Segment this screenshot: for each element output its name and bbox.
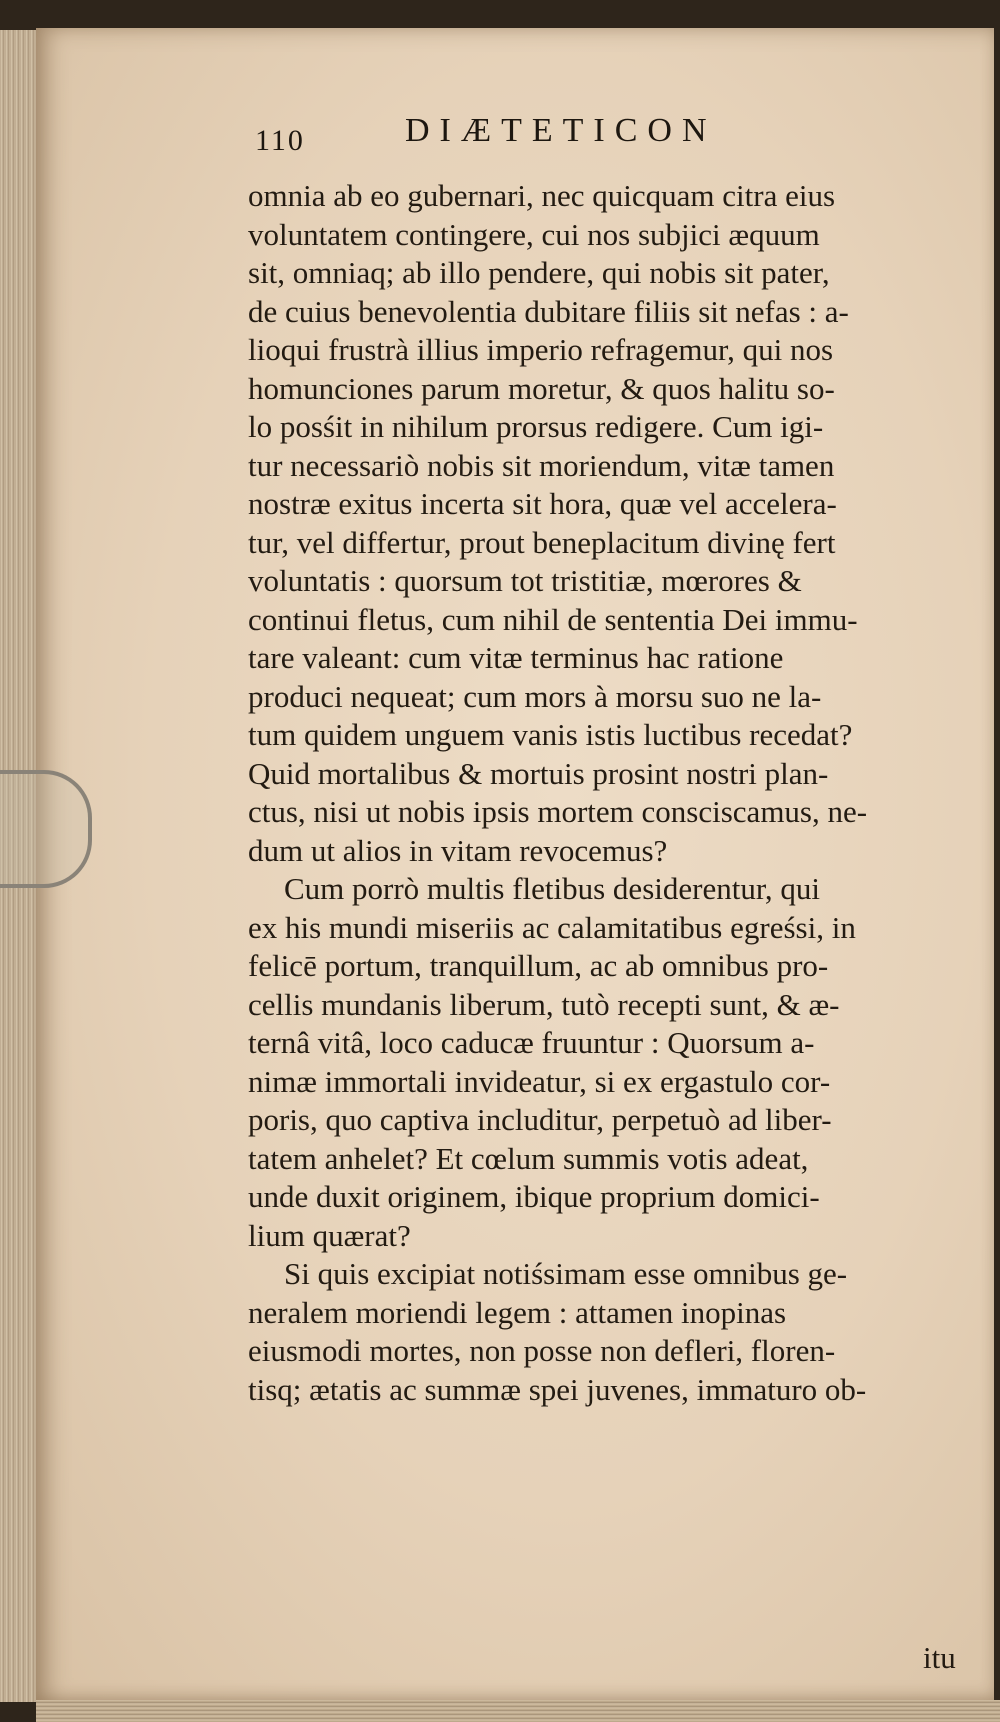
paper-clip-icon bbox=[0, 770, 92, 888]
text-line: Cum porrò multis fletibus desiderentur, qui bbox=[284, 871, 821, 906]
text-line: nimæ immortali invideatur, si ex ergastulo cor- bbox=[248, 1063, 831, 1099]
text-line: continui fletus, cum nihil de sententia Dei immu- bbox=[248, 601, 858, 637]
running-title: DIÆTETICON bbox=[405, 112, 717, 149]
text-line: tisq; ætatis ac summæ spei juvenes, immaturo ob- bbox=[248, 1371, 867, 1407]
text-line: Si quis excipiat notiśsimam esse omnibus ge- bbox=[284, 1256, 848, 1291]
text-line: tare valeant: cum vitæ terminus hac ratione bbox=[248, 640, 784, 675]
text-line: lium quærat? bbox=[248, 1217, 411, 1253]
text-line: voluntatis : quorsum tot tristitiæ, mœrores & bbox=[248, 563, 802, 598]
page-header bbox=[255, 112, 855, 162]
text-line: omnia ab eo gubernari, nec quicquam citra eius bbox=[248, 178, 836, 213]
text-line: de cuius benevolentia dubitare filiis sit nefas : a- bbox=[248, 293, 849, 329]
text-line: lioqui frustrà illius imperio refragemur, qui nos bbox=[248, 332, 834, 367]
text-line: tatem anhelet? Et cœlum summis votis adeat, bbox=[248, 1140, 809, 1176]
text-line: voluntatem contingere, cui nos subjici æquum bbox=[248, 216, 820, 252]
text-line: felicē portum, tranquillum, ac ab omnibus pro- bbox=[248, 948, 829, 983]
text-line: sit, omniaq; ab illo pendere, qui nobis sit pater, bbox=[248, 255, 830, 290]
text-line: tum quidem unguem vanis istis luctibus recedat? bbox=[248, 717, 853, 752]
text-line: unde duxit originem, ibique proprium domici- bbox=[248, 1179, 820, 1214]
page-number: 110 bbox=[255, 124, 305, 157]
text-line: ex his mundi miseriis ac calamitatibus egreśsi, in bbox=[248, 909, 856, 945]
text-line: homunciones parum moretur, & quos halitu so- bbox=[248, 370, 835, 406]
text-line: ternâ vitâ, loco caducæ fruuntur : Quorsum a- bbox=[248, 1025, 815, 1060]
text-line: lo posśit in nihilum prorsus redigere. Cum igi- bbox=[248, 409, 824, 444]
text-line: dum ut alios in vitam revocemus? bbox=[248, 832, 668, 868]
text-line: eiusmodi mortes, non posse non defleri, floren- bbox=[248, 1333, 836, 1368]
text-line: cellis mundanis liberum, tutò recepti sunt, & æ- bbox=[248, 986, 840, 1022]
catchword: itu bbox=[923, 1640, 956, 1675]
text-line: poris, quo captiva includitur, perpetuò ad liber- bbox=[248, 1102, 832, 1137]
text-line: ctus, nisi ut nobis ipsis mortem consciscamus, ne- bbox=[248, 794, 868, 829]
text-line: neralem moriendi legem : attamen inopinas bbox=[248, 1294, 787, 1330]
text-line: produci nequeat; cum mors à morsu suo ne la- bbox=[248, 678, 822, 714]
text-block bbox=[248, 177, 1000, 1409]
text-line: Quid mortalibus & mortuis prosint nostri plan- bbox=[248, 755, 829, 791]
text-line: tur necessariò nobis sit moriendum, vitæ tamen bbox=[248, 447, 835, 483]
text-line: nostræ exitus incerta sit hora, quæ vel accelera- bbox=[248, 486, 837, 521]
bottom-page-edges bbox=[36, 1700, 1000, 1722]
text-line: tur, vel differtur, prout beneplacitum divinę fert bbox=[248, 524, 836, 560]
